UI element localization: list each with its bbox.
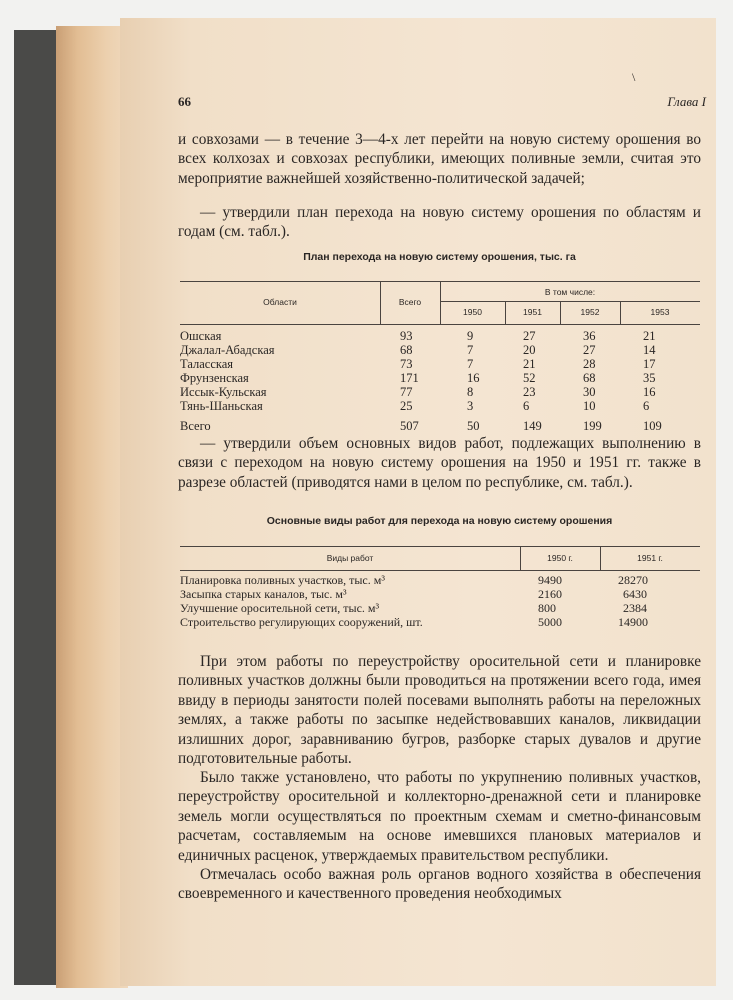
region-name: Ошская — [180, 329, 222, 343]
cell-1950: 9490 — [538, 573, 562, 587]
cell-1950: 3 — [467, 399, 474, 413]
table2-row — [180, 615, 700, 629]
cell-1951: 28270 — [618, 573, 648, 587]
table1-col-including: В том числе: — [544, 287, 596, 297]
cell-1951: 14900 — [618, 615, 648, 629]
cell-1952: 30 — [583, 385, 596, 399]
cell-total: 25 — [400, 399, 413, 413]
scan-background — [14, 30, 58, 985]
cell-total: 68 — [400, 343, 413, 357]
table2-col-1950: 1950 г. — [547, 553, 573, 563]
paragraph-5: Было также установлено, что работы по укрупнению поливных участков, переустройству оросительной и коллекторно-дренажной сети и планировке земель могли осуществляться по проектным схемам и сметно-финансовым расчетам, составляемым на основе имевшихся плановых материалов и единичных расценок, утверждаемых правительством республики. — [178, 769, 701, 864]
cell-1950: 50 — [467, 419, 480, 433]
table1-col-year: 1952 — [580, 307, 600, 317]
cell-1951: 52 — [523, 371, 536, 385]
table1-col-total: Всего — [398, 297, 422, 307]
table1-row — [180, 343, 700, 357]
cell-1951: 2384 — [623, 601, 647, 615]
cell-1950: 7 — [467, 357, 474, 371]
table2-caption: Основные виды работ для перехода на новую систему орошения — [266, 515, 613, 527]
work-name: Планировка поливных участков, тыс. м³ — [180, 573, 385, 587]
table1-row — [180, 399, 700, 413]
table2-bottom-rule — [180, 570, 700, 571]
cell-1950: 800 — [538, 601, 556, 615]
cell-total: 73 — [400, 357, 413, 371]
region-name: Иссык-Кульская — [180, 385, 267, 399]
table2-col-1951: 1951 г. — [637, 553, 663, 563]
region-name: Джалал-Абадская — [180, 343, 275, 357]
region-name: Таласская — [180, 357, 234, 371]
cell-1953: 35 — [643, 371, 656, 385]
cell-total: 77 — [400, 385, 413, 399]
table1-row — [180, 371, 700, 385]
cell-1951: 20 — [523, 343, 536, 357]
table2-row — [180, 587, 700, 601]
cell-1951: 27 — [523, 329, 536, 343]
cell-1952: 68 — [583, 371, 596, 385]
cell-1951: 149 — [523, 419, 542, 433]
paragraph-2: — утвердили план перехода на новую систему орошения по областям и годам (см. табл.). — [178, 204, 701, 241]
work-name: Засыпка старых каналов, тыс. м³ — [180, 587, 347, 601]
cell-1950: 9 — [467, 329, 474, 343]
region-name: Всего — [180, 419, 211, 433]
cell-1951: 23 — [523, 385, 536, 399]
table1-mid-rule — [440, 301, 700, 302]
chapter-title: Глава I — [667, 94, 706, 109]
cell-1953: 14 — [643, 343, 656, 357]
table1-col-year: 1950 — [463, 307, 482, 317]
table1-caption: План перехода на новую систему орошения, тыс. га — [303, 251, 576, 263]
page-number: 66 — [178, 94, 191, 109]
paragraph-3: — утвердили объем основных видов работ, подлежащих выполнению в связи с переходом на новую систему орошения на 1950 и 1951 гг. также в разрезе областей (приводятся нами в целом по республике, см. табл.). — [178, 435, 701, 491]
table2-top-rule — [180, 546, 700, 547]
table2-row — [180, 573, 700, 587]
table2-col-work: Виды работ — [326, 553, 374, 563]
cell-1951: 21 — [523, 357, 536, 371]
table1-col-year: 1953 — [650, 307, 670, 317]
paragraph-6: Отмечалась особо важная роль органов водного хозяйства в обеспечения своевременного и качественного проведения необходимых — [178, 866, 701, 903]
region-name: Фрунзенская — [180, 371, 249, 385]
cell-1951: 6 — [523, 399, 530, 413]
cell-1953: 109 — [643, 419, 662, 433]
page-edges — [56, 26, 128, 988]
table1-col-region: Области — [263, 297, 297, 307]
cell-total: 93 — [400, 329, 413, 343]
cell-1950: 7 — [467, 343, 474, 357]
cell-1953: 17 — [643, 357, 656, 371]
paragraph-1: и совхозами — в течение 3—4-х лет перейти на новую систему орошения во всех колхозах и совхозах республики, имеющих поливные земли, считая это мероприятие важнейшей хозяйственно-политической задачей; — [178, 131, 701, 187]
cell-1953: 6 — [643, 399, 650, 413]
cell-1950: 2160 — [538, 587, 562, 601]
table1-row — [180, 357, 700, 371]
cell-1952: 199 — [583, 419, 602, 433]
work-name: Строительство регулирующих сооружений, шт. — [180, 615, 423, 629]
work-name: Улучшение оросительной сети, тыс. м³ — [180, 601, 380, 615]
cell-1950: 5000 — [538, 615, 562, 629]
table1-total-row — [180, 419, 700, 433]
cell-1952: 27 — [583, 343, 596, 357]
cell-total: 171 — [400, 371, 419, 385]
cell-1952: 10 — [583, 399, 596, 413]
table1-bottom-rule — [180, 324, 700, 325]
region-name: Тянь-Шаньская — [180, 399, 263, 413]
cell-1952: 36 — [583, 329, 596, 343]
table2-row — [180, 601, 700, 615]
paragraph-4: При этом работы по переустройству оросительной сети и планировке поливных участков должны были проводиться на протяжении всего года, имея ввиду в периоды занятости полей посевами выполнять работы на переложных землях, а также работы по засыпке недействовавших каналов, ликвидации излишних дорог, заравниванию бугров, разборке старых дувалов и другие подготовительные работы. — [178, 653, 701, 768]
pencil-mark: \ — [632, 70, 636, 84]
cell-total: 507 — [400, 419, 419, 433]
cell-1950: 16 — [467, 371, 480, 385]
cell-1951: 6430 — [623, 587, 647, 601]
cell-1952: 28 — [583, 357, 596, 371]
table1-col-year: 1951 — [523, 307, 542, 317]
cell-1953: 21 — [643, 329, 656, 343]
cell-1953: 16 — [643, 385, 656, 399]
table1-row — [180, 329, 700, 343]
table1-row — [180, 385, 700, 399]
cell-1950: 8 — [467, 385, 474, 399]
